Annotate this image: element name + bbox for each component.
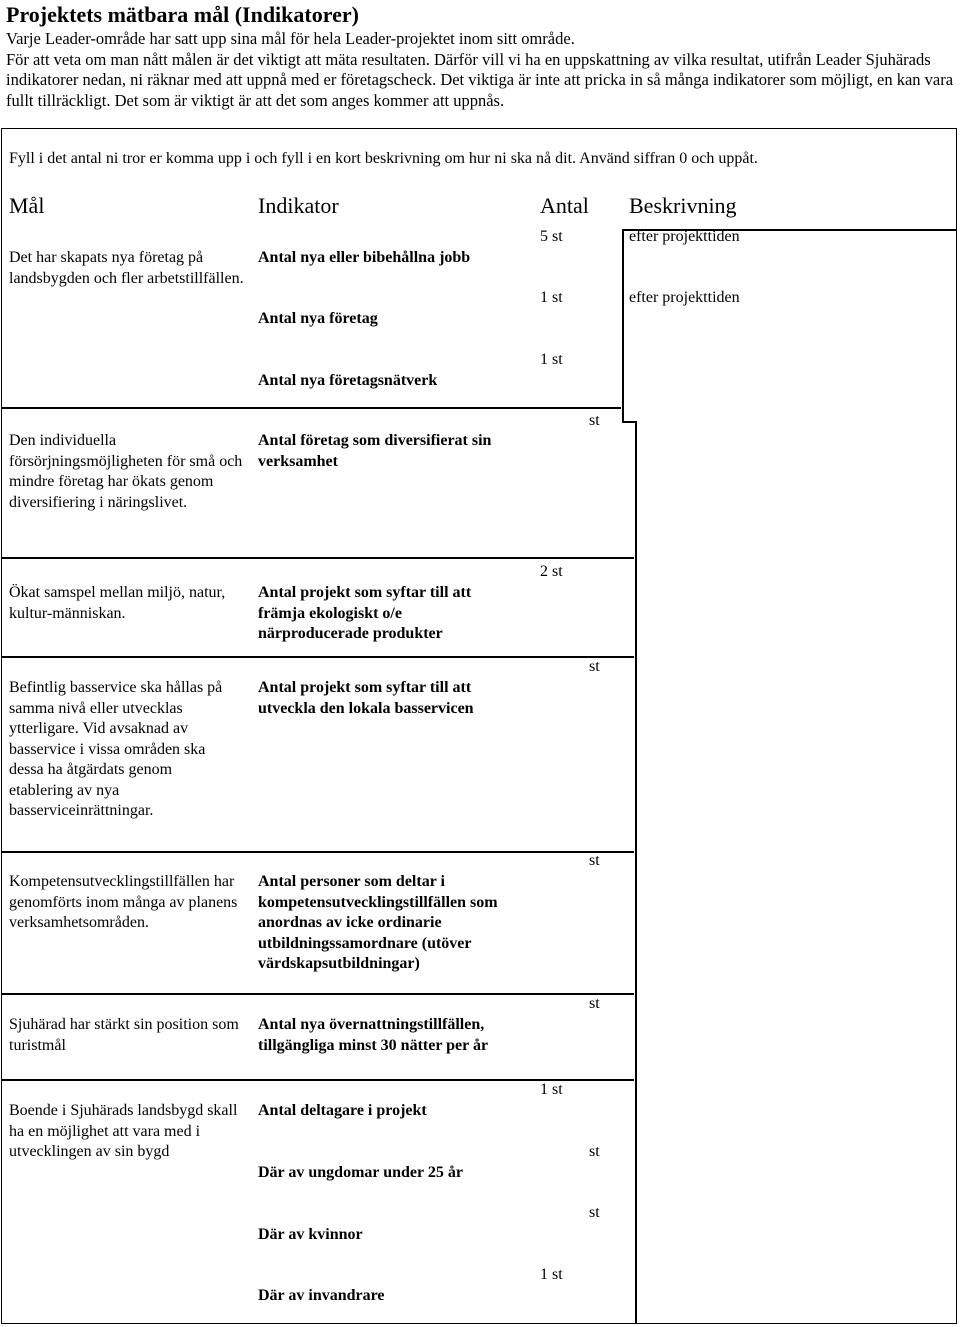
indicator-text: Antal projekt som syftar till att utveckla den lokala basservicen (258, 679, 474, 717)
quantity-field[interactable]: st (589, 658, 600, 675)
description-field[interactable]: efter projekttiden (629, 228, 740, 245)
quantity-field[interactable]: st (589, 852, 600, 869)
indicator-text: Där av invandrare (258, 1287, 385, 1304)
header-goal: Mål (9, 193, 45, 218)
goal-text: Den individuella försörjningsmöjligheten för små och mindre företag har ökats genom diversifiering i näringslivet. (9, 432, 243, 511)
goal-text: Befintlig basservice ska hållas på samma nivå eller utvecklas ytterligare. Vid avsaknad av basservice i vissa områden ska dessa ha åtgärdats genom etablering av nya basserviceinrättningar. (9, 679, 223, 819)
quantity-field[interactable]: st (589, 1204, 600, 1221)
indicator-text: Antal personer som deltar i kompetensutvecklingstillfällen som anordnas av icke ordinarie utbildningssamordnare (utöver värdskapsutbildningar) (258, 873, 498, 972)
goal-text: Kompetensutvecklingstillfällen har genomförts inom många av planens verksamhetsområden. (9, 873, 238, 931)
indicator-text: Antal deltagare i projekt (258, 1102, 427, 1119)
header-quantity: Antal (540, 193, 589, 218)
quantity-field[interactable]: st (589, 412, 600, 429)
goal-text: Sjuhärad har stärkt sin position som turistmål (9, 1016, 239, 1054)
indicator-text: Antal projekt som syftar till att främja ekologiskt o/e närproducerade produkter (258, 584, 472, 642)
input-line (622, 229, 624, 421)
quantity-field[interactable]: 2 st (540, 563, 563, 580)
indicator-text: Där av ungdomar under 25 år (258, 1164, 463, 1181)
row-separator (2, 656, 634, 658)
indicator-text: Antal nya övernattningstillfällen, tillgängliga minst 30 nätter per år (258, 1016, 489, 1054)
quantity-field[interactable]: 5 st (540, 228, 563, 245)
row-separator (2, 851, 634, 853)
header-description: Beskrivning (629, 193, 737, 218)
indicator-text: Antal nya eller bibehållna jobb (258, 249, 471, 266)
input-line (622, 421, 635, 423)
instruction-text: Fyll i det antal ni tror er komma upp i och fyll i en kort beskrivning om hur ni ska nå dit. Använd siffran 0 och uppåt. (9, 150, 758, 167)
row-separator (2, 557, 634, 559)
quantity-field[interactable]: 1 st (540, 1266, 563, 1283)
quantity-field[interactable]: st (589, 995, 600, 1012)
description-field[interactable]: efter projekttiden (629, 289, 740, 306)
quantity-field[interactable]: 1 st (540, 1081, 563, 1098)
goal-text: Boende i Sjuhärads landsbygd skall ha en möjlighet att vara med i utvecklingen av sin bygd (9, 1102, 238, 1160)
quantity-field[interactable]: 1 st (540, 289, 563, 306)
intro-line-1: Varje Leader-område har satt upp sina mål för hela Leader-projektet inom sitt område. (6, 29, 575, 48)
header-indicator: Indikator (258, 193, 339, 218)
row-separator (2, 993, 634, 995)
page-title: Projektets mätbara mål (Indikatorer) (6, 2, 359, 27)
intro-paragraph: För att veta om man nått målen är det viktigt att mäta resultaten. Därför vill vi ha en uppskattning av vilka resultat, utifrån Leader Sjuhärads indikatorer nedan, ni räknar med att uppnå med er företagscheck. Det viktiga är inte att pricka in så många indikatorer som möjligt, en kan vara fullt tillräckligt. Det som är viktigt är att det som anges kommer att uppnås. (6, 49, 954, 110)
intro-text (6, 29, 954, 111)
quantity-field[interactable]: 1 st (540, 351, 563, 368)
goal-text: Ökat samspel mellan miljö, natur, kultur-människan. (9, 584, 226, 622)
input-line (635, 421, 637, 1324)
row-separator (2, 407, 621, 409)
indicator-text: Antal nya företagsnätverk (258, 372, 438, 389)
indicator-text: Antal nya företag (258, 310, 378, 327)
indicator-text: Där av kvinnor (258, 1226, 363, 1243)
quantity-field[interactable]: st (589, 1143, 600, 1160)
goal-text: Det har skapats nya företag på landsbygden och fler arbetstillfällen. (9, 249, 244, 287)
indicator-text: Antal företag som diversifierat sin verksamhet (258, 432, 492, 470)
